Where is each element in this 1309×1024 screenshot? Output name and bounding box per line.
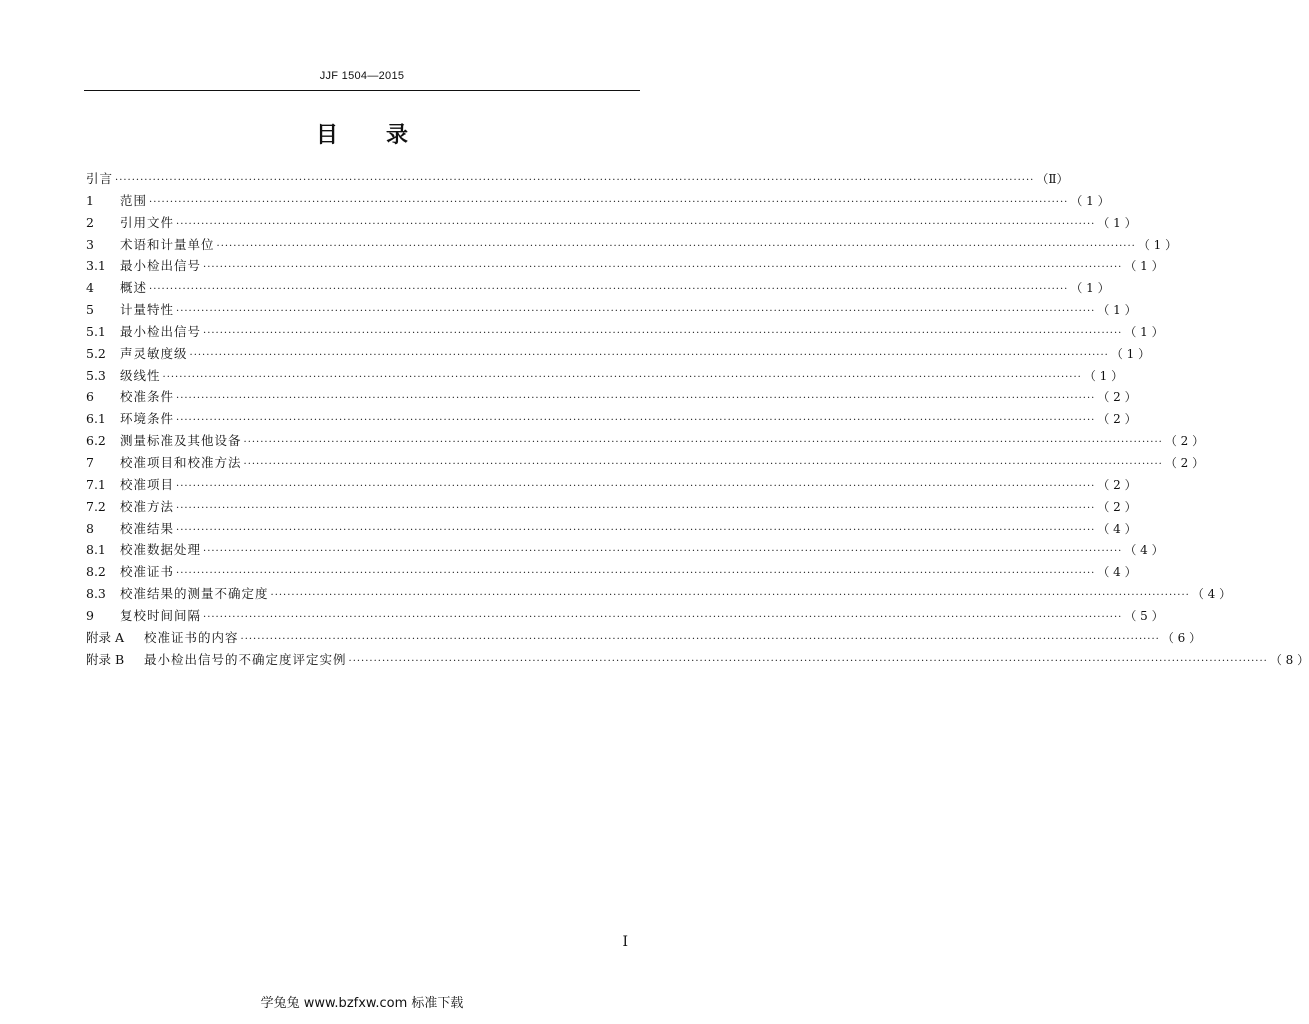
toc-entry-page: （ 2 ） [1097, 412, 1137, 427]
toc-entry-page: （ 6 ） [1161, 630, 1202, 645]
toc-entry-page: （ 1 ） [1097, 215, 1137, 230]
toc-entry-page: （ 1 ） [1124, 324, 1164, 339]
toc-entry-label: 校准证书 [120, 564, 175, 580]
title-char-2: 录 [386, 123, 409, 148]
toc-entry-number: 4 [86, 280, 94, 296]
toc-leader-dots: ···························································································································································································································· [176, 502, 1096, 514]
toc-entry-label: 复校时间间隔 [120, 607, 202, 623]
toc-entry[interactable] [86, 606, 1164, 628]
toc-leader-dots: ···························································································································································································································· [149, 284, 1069, 296]
toc-entry-number: 2 [86, 214, 94, 230]
toc-entry[interactable] [86, 366, 1124, 388]
toc-entry-page: （ 1 ） [1083, 368, 1124, 383]
toc-leader-dots: ···························································································································································································································· [270, 590, 1190, 602]
toc-entry-page: （ 1 ） [1110, 346, 1151, 361]
toc-entry-page: （ 1 ） [1137, 237, 1178, 252]
toc-entry[interactable] [86, 322, 1164, 344]
toc-entry[interactable] [86, 431, 1205, 453]
toc-entry-label: 测量标准及其他设备 [120, 433, 242, 449]
toc-entry-number: 8.1 [86, 542, 106, 558]
toc-entry[interactable] [86, 453, 1205, 475]
toc-entry-page: （ 5 ） [1124, 608, 1164, 623]
toc-entry-label: 最小检出信号 [120, 323, 202, 339]
toc-leader-dots: ···························································································································································································································· [216, 240, 1136, 252]
toc-entry[interactable] [86, 475, 1137, 497]
toc-entry-label: 校准方法 [120, 498, 175, 514]
toc-entry[interactable] [86, 409, 1137, 431]
toc-entry[interactable] [86, 256, 1164, 278]
toc-entry-label: 计量特性 [120, 302, 175, 318]
toc-entry-page: （ 1 ） [1097, 303, 1137, 318]
toc-entry[interactable] [86, 191, 1110, 213]
toc-entry-number: 8.2 [86, 564, 106, 580]
toc-entry[interactable] [86, 650, 1309, 672]
toc-entry-number: 8.3 [86, 586, 106, 602]
toc-entry-label: 概述 [120, 280, 148, 296]
toc-leader-dots: ···························································································································································································································· [189, 349, 1109, 361]
toc-entry[interactable] [86, 519, 1137, 541]
toc-entry-page: （ 2 ） [1097, 390, 1137, 405]
toc-entry-label: 校准条件 [120, 389, 175, 405]
toc-entry-number: 7.2 [86, 498, 106, 514]
toc-leader-dots: ···························································································································································································································· [176, 218, 1096, 230]
toc-entry-page: （ 2 ） [1164, 455, 1205, 470]
toc-entry-number: 5.3 [86, 367, 106, 383]
toc-entry[interactable] [86, 387, 1137, 409]
toc-entry-number: 7.1 [86, 476, 106, 492]
toc-entry-number: 3 [86, 236, 94, 252]
toc-leader-dots: ···························································································································································································································· [176, 524, 1096, 536]
toc-entry-number: 6.1 [86, 411, 106, 427]
header-divider [84, 90, 640, 91]
toc-leader-dots: ···························································································································································································································· [348, 655, 1268, 667]
toc-leader-dots: ···························································································································································································································· [203, 611, 1123, 623]
toc-leader-dots: ···························································································································································································································· [203, 262, 1123, 274]
toc-entry[interactable] [86, 300, 1137, 322]
toc-entry-number: 5 [86, 302, 94, 318]
toc-leader-dots: ···························································································································································································································· [176, 480, 1096, 492]
toc-entry-page: （ 1 ） [1070, 193, 1110, 208]
toc-entry[interactable] [86, 235, 1178, 257]
toc-entry-label: 校准项目 [120, 476, 175, 492]
toc-entry-number: 5.2 [86, 345, 106, 361]
toc-entry-page: （Ⅱ） [1036, 172, 1069, 186]
toc-entry-label: 校准结果 [120, 520, 175, 536]
toc-entry[interactable] [86, 562, 1137, 584]
toc-leader-dots: ···························································································································································································································· [176, 306, 1096, 318]
toc-entry-label: 引用文件 [120, 214, 175, 230]
toc-entry-label: 环境条件 [120, 411, 175, 427]
toc-leader-dots: ···························································································································································································································· [243, 437, 1163, 449]
toc-entry-number: 7 [86, 454, 94, 470]
toc-entry[interactable] [86, 213, 1137, 235]
toc-entry-number: 1 [86, 192, 94, 208]
toc-leader-dots: ···························································································································································································································· [176, 568, 1096, 580]
toc-entry-page: （ 2 ） [1097, 477, 1137, 492]
toc-entry-label: 最小检出信号 [120, 258, 202, 274]
toc-leader-dots: ···························································································································································································································· [162, 371, 1082, 383]
document-code-header: JJF 1504—2015 [319, 70, 405, 82]
toc-entry-page: （ 1 ） [1070, 281, 1110, 296]
toc-leader-dots: ···························································································································································································································· [203, 546, 1123, 558]
toc-entry-page: （ 4 ） [1124, 543, 1164, 558]
toc-entry-label: 校准项目和校准方法 [120, 454, 242, 470]
toc-leader-dots: ···························································································································································································································· [203, 327, 1123, 339]
toc-leader-dots: ···························································································································································································································· [240, 633, 1160, 645]
toc-entry-page: （ 8 ） [1269, 652, 1309, 667]
toc-entry[interactable] [86, 278, 1110, 300]
toc-entry-label: 术语和计量单位 [120, 236, 215, 252]
toc-entry-number: 8 [86, 520, 94, 536]
toc-entry[interactable] [86, 540, 1164, 562]
toc-leader-dots: ···························································································································································································································· [243, 458, 1163, 470]
toc-leader-dots: ···························································································································································································································· [176, 393, 1096, 405]
toc-entry-label: 级线性 [120, 367, 161, 383]
toc-entry-page: （ 2 ） [1097, 499, 1137, 514]
table-of-contents [86, 169, 1309, 671]
toc-entry[interactable] [86, 497, 1137, 519]
toc-entry-label: 声灵敏度级 [120, 345, 188, 361]
footer-watermark-text: 学兔兔 www.bzfxw.com 标准下载 [260, 996, 464, 1011]
toc-entry-label: 校准证书的内容 [144, 629, 239, 645]
page-number: I [622, 934, 628, 950]
toc-entry-label: 校准数据处理 [120, 542, 202, 558]
toc-entry[interactable] [86, 628, 1202, 650]
toc-entry-number: 附录 B [86, 651, 125, 667]
page-title [0, 118, 724, 149]
toc-entry-number: 附录 A [86, 629, 125, 645]
toc-entry-label: 校准结果的测量不确定度 [120, 586, 269, 602]
toc-entry-page: （ 4 ） [1097, 565, 1137, 580]
toc-entry-number: 6 [86, 389, 94, 405]
toc-entry[interactable] [86, 344, 1151, 366]
toc-leader-dots: ···························································································································································································································· [115, 175, 1035, 186]
toc-entry-number: 9 [86, 607, 94, 623]
toc-entry[interactable] [86, 584, 1232, 606]
toc-entry-number: 5.1 [86, 323, 106, 339]
toc-entry-page: （ 2 ） [1164, 434, 1205, 449]
toc-entry-page: （ 4 ） [1097, 521, 1137, 536]
toc-entry-page: （ 1 ） [1124, 259, 1164, 274]
title-char-1: 目 [315, 123, 338, 148]
toc-entry-label: 范围 [120, 192, 148, 208]
toc-entry[interactable] [86, 169, 1069, 191]
toc-leader-dots: ···························································································································································································································· [176, 415, 1096, 427]
toc-leader-dots: ···························································································································································································································· [149, 196, 1069, 208]
toc-entry-number: 3.1 [86, 258, 106, 274]
toc-entry-number: 6.2 [86, 433, 106, 449]
toc-entry-page: （ 4 ） [1191, 587, 1232, 602]
toc-entry-label: 引言 [86, 171, 114, 186]
toc-entry-label: 最小检出信号的不确定度评定实例 [144, 651, 347, 667]
